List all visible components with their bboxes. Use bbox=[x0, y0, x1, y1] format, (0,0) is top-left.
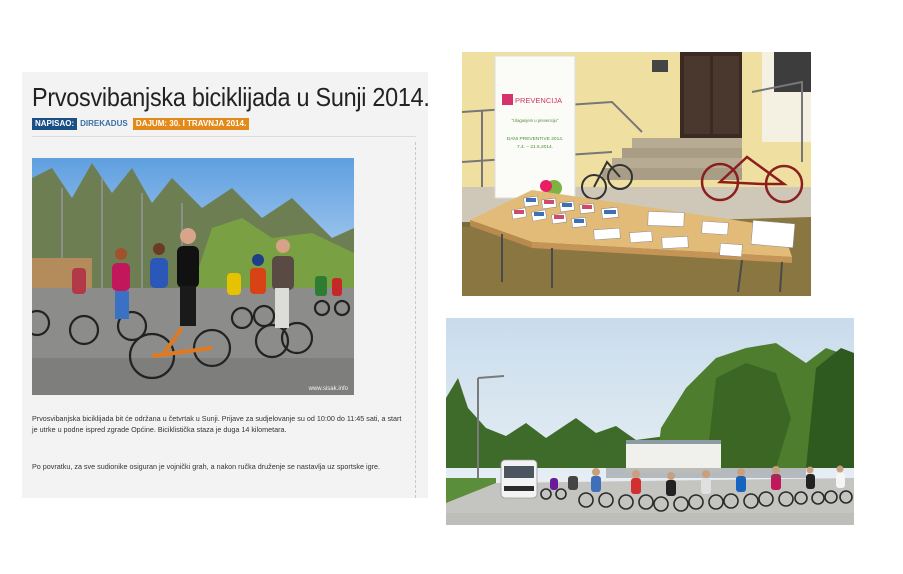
column-divider bbox=[415, 142, 416, 498]
title-divider bbox=[32, 136, 416, 137]
author-link[interactable]: DIREKADUS bbox=[80, 119, 128, 128]
cyclists-photo bbox=[32, 158, 354, 395]
article-paragraph: Prvosvibanjska biciklijada bit će održana u četvrtak u Sunji. Prijave za sudjelovanje su od 10:00 do 11:45 sati, a start je utrke u podne ispred zgrade Općine. Biciklistička staza je duga 14 kilometara. bbox=[32, 414, 402, 434]
banner-brand: PREVENCIJA bbox=[515, 96, 563, 105]
banner-slogan: "Ulaganjem u prevenciju" bbox=[511, 118, 559, 123]
article-meta bbox=[32, 118, 249, 130]
article-title: Prvosvibanjska biciklijada u Sunji 2014. bbox=[32, 82, 430, 112]
article-paragraph: Po povratku, za sve sudionike osiguran je vojnički grah, a nakon ručka druženje se nastavlja uz sportske igre. bbox=[32, 462, 380, 471]
date-badge: DAJUM: 30. I TRAVNJA 2014. bbox=[133, 118, 249, 130]
news-article-card bbox=[22, 72, 428, 498]
prevention-stand-photo bbox=[462, 52, 811, 296]
banner-dates: 7.4. – 21.5.2014. bbox=[516, 145, 554, 150]
photo-watermark: www.sisak.info bbox=[308, 386, 348, 392]
cycling-event-photo bbox=[446, 318, 854, 525]
author-label: NAPISAO: bbox=[32, 118, 77, 130]
banner-event: DANI PREVENTIVE 2014. bbox=[506, 137, 564, 142]
